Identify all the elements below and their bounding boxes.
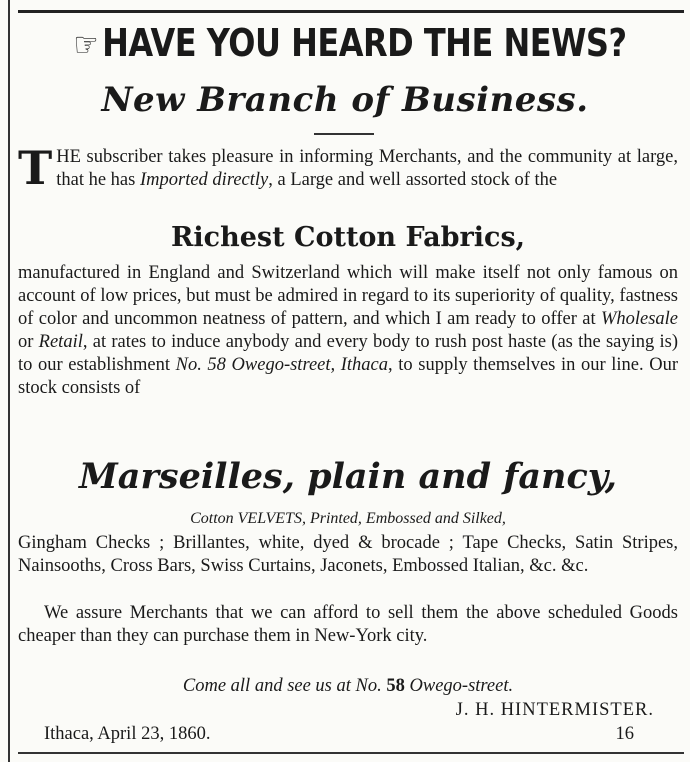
headline-text: HAVE YOU HEARD THE NEWS? xyxy=(102,20,627,66)
goods-list-paragraph: Gingham Checks ; Brillantes, white, dyed & brocade ; Tape Checks, Satin Stripes, Nainsooths, Cross Bars, Swiss Curtains, Jaconets, Embossed Italian, &c. &c. xyxy=(18,533,678,576)
drop-cap: T xyxy=(18,141,53,195)
feature-heading: Marseilles, plain and fancy, xyxy=(79,456,617,497)
description-paragraph xyxy=(18,262,678,400)
dateline: Ithaca, April 23, 1860. xyxy=(44,724,211,744)
desc-text-a: manufactured in England and Switzerland which will make itself not only famous on account of low prices, but must be admired in regard to its superiority of quality, fastness of color and uncommon neatness of pattern, and which I am ready to offer at xyxy=(18,263,678,329)
intro-italic: Imported directly xyxy=(139,170,269,190)
desc-text-d: , to supply themselves in our line. Our stock consists of xyxy=(18,355,678,398)
product-heading: Richest Cotton Fabrics, xyxy=(170,222,526,253)
closing-line xyxy=(18,676,678,697)
desc-italic-retail: Retail xyxy=(38,332,83,352)
ad-number: 16 xyxy=(615,724,634,744)
intro-text-a: HE subscriber takes pleasure in informing Merchants, and the community at large, that he has xyxy=(56,147,678,190)
assurance-paragraph: We assure Merchants that we can afford to sell them the above scheduled Goods cheaper than they can purchase them in New-York city. xyxy=(18,603,678,646)
top-rule xyxy=(18,10,684,13)
column-left-rule xyxy=(8,0,10,762)
bottom-rule xyxy=(18,752,684,754)
pointing-hand-icon: ☞ xyxy=(73,24,99,65)
headline xyxy=(30,20,670,66)
closing-number: 58 xyxy=(386,676,405,696)
desc-italic-wholesale: Wholesale xyxy=(600,309,678,329)
signature: J. H. HINTERMISTER. xyxy=(455,700,654,720)
intro-text-b: , a Large and well assorted stock of the xyxy=(268,170,558,190)
feature-subline: Cotton VELVETS, Printed, Embossed and Silked, xyxy=(190,510,506,527)
desc-text-c: , at rates to induce anybody and every body to rush post haste (as the saying is) to our establishment xyxy=(18,332,678,375)
intro-paragraph xyxy=(18,141,678,195)
desc-text-b: or xyxy=(18,332,39,352)
closing-text-b: Owego-street. xyxy=(404,676,514,696)
divider-rule xyxy=(314,133,374,135)
desc-italic-address: No. 58 Owego-street, Ithaca xyxy=(175,355,389,375)
subheadline: New Branch of Business. xyxy=(101,80,589,120)
closing-text-a: Come all and see us at No. xyxy=(182,676,387,696)
